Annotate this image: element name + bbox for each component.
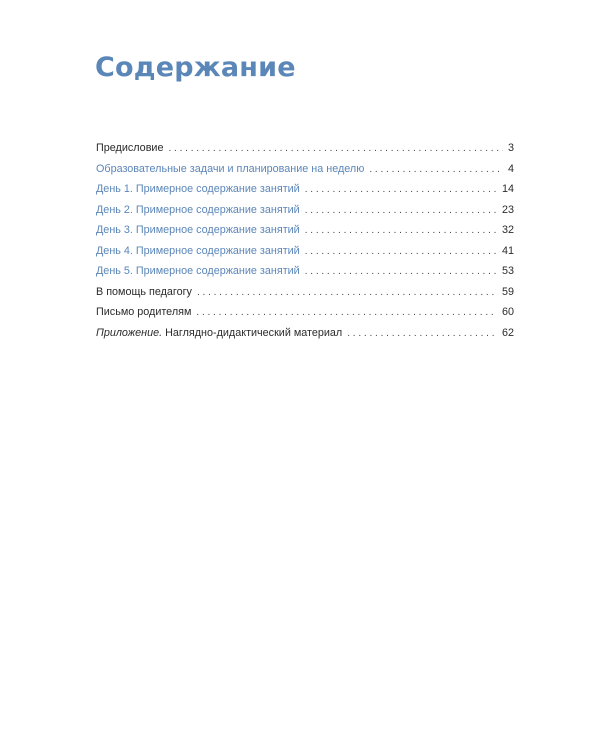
dot-leader <box>305 242 497 263</box>
toc-entry-label: День 2. Примерное содержание занятий <box>96 203 300 216</box>
dot-leader <box>196 303 497 324</box>
dot-leader <box>347 324 497 345</box>
toc-entry-page-number: 4 <box>507 162 514 175</box>
toc-entry-day-4[interactable] <box>96 241 514 262</box>
toc-entry-page-number: 14 <box>501 183 514 195</box>
toc-entry-day-5[interactable] <box>96 261 514 282</box>
dot-leader <box>369 160 503 181</box>
appendix-prefix: Приложение. <box>96 326 163 339</box>
toc-entry-page-number: 23 <box>501 203 514 216</box>
toc-entry-appendix[interactable] <box>96 323 514 344</box>
page-title: Содержание <box>95 52 296 83</box>
dot-leader <box>168 139 503 160</box>
toc-entry-page-number: 59 <box>501 285 514 298</box>
toc-entry-page-number: 53 <box>501 265 514 277</box>
toc-entry-label: В помощь педагогу <box>96 285 192 298</box>
dot-leader <box>197 283 497 304</box>
toc-entry-educational-tasks[interactable] <box>96 159 514 180</box>
dot-leader <box>305 221 497 242</box>
toc-entry-label: Письмо родителям <box>96 306 192 318</box>
toc-entry-label: День 3. Примерное содержание занятий <box>96 224 300 236</box>
toc-entry-day-1[interactable] <box>96 179 514 200</box>
toc-entry-label-wrapper <box>96 323 342 344</box>
toc-entry-label: День 5. Примерное содержание занятий <box>96 265 300 277</box>
toc-entry-page-number: 3 <box>507 142 514 154</box>
table-of-contents <box>96 138 514 343</box>
toc-entry-day-2[interactable] <box>96 200 514 221</box>
toc-entry-label: Образовательные задачи и планирование на неделю <box>96 162 365 175</box>
toc-entry-day-3[interactable] <box>96 220 514 241</box>
toc-entry-page-number: 41 <box>501 244 514 257</box>
toc-entry-page-number: 32 <box>501 224 514 236</box>
dot-leader <box>305 262 497 283</box>
toc-entry-label: Предисловие <box>96 142 164 154</box>
toc-entry-teacher-help[interactable] <box>96 282 514 303</box>
toc-entry-label: День 1. Примерное содержание занятий <box>96 183 300 195</box>
toc-entry-page-number: 62 <box>501 326 514 339</box>
toc-entry-label: День 4. Примерное содержание занятий <box>96 244 300 257</box>
toc-entry-page-number: 60 <box>501 306 514 318</box>
toc-entry-preface[interactable] <box>96 138 514 159</box>
toc-entry-label: Наглядно-дидактический материал <box>165 326 343 339</box>
dot-leader <box>305 180 497 201</box>
dot-leader <box>305 201 497 222</box>
toc-entry-parents-letter[interactable] <box>96 302 514 323</box>
